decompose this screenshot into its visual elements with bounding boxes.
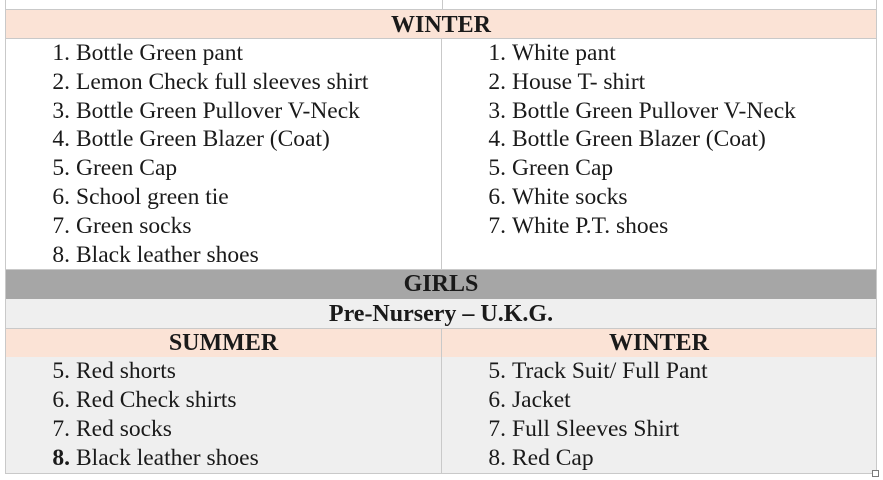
list-item (442, 357, 876, 386)
list-item (442, 212, 876, 241)
item-number: 6. (488, 387, 506, 414)
item-number: 4. (52, 126, 70, 153)
item-text: Lemon Check full sleeves shirt (76, 68, 369, 95)
item-text: Red socks (76, 415, 172, 442)
item-number: 7. (52, 212, 70, 239)
item-number: 4. (488, 126, 506, 153)
list-item (6, 241, 441, 270)
summer-heading: SUMMER (168, 330, 279, 357)
item-text: Bottle Green Pullover V-Neck (512, 97, 796, 124)
list-item (442, 39, 876, 68)
item-text: Red shorts (76, 358, 176, 385)
list-item (442, 183, 876, 212)
item-number: 3. (52, 97, 70, 124)
item-number: 2. (52, 68, 70, 95)
item-text: White P.T. shoes (512, 212, 669, 239)
item-number: 8. (52, 241, 70, 268)
list-item (6, 212, 441, 241)
list-item (6, 357, 441, 386)
item-number: 7. (52, 415, 70, 442)
list-item (6, 97, 441, 126)
item-number: 1. (488, 40, 506, 66)
list-item (442, 386, 876, 415)
item-text: Full Sleeves Shirt (512, 415, 680, 442)
item-text: Red Cap (512, 444, 594, 471)
season-headings (5, 329, 877, 357)
list-item (6, 183, 441, 212)
item-text: White socks (512, 183, 628, 210)
item-text: Bottle Green Blazer (Coat) (512, 126, 766, 153)
item-number: 8. (52, 444, 70, 471)
item-number: 6. (52, 387, 70, 414)
item-number: 5. (488, 155, 506, 182)
girls-lists (5, 357, 877, 473)
item-number: 7. (488, 415, 506, 442)
list-item (6, 386, 441, 415)
item-text: Green socks (76, 212, 192, 239)
list-item (442, 415, 876, 444)
item-number: 3. (488, 97, 506, 124)
item-text: Track Suit/ Full Pant (512, 358, 708, 385)
item-number: 8. (488, 444, 506, 471)
item-text: Green Cap (512, 155, 614, 182)
list-item (6, 125, 441, 154)
list-item (6, 68, 441, 97)
table-top-strip (5, 0, 877, 9)
list-item (6, 39, 441, 68)
winter-left-column (6, 39, 441, 269)
item-number: 6. (488, 183, 506, 210)
item-text: Jacket (512, 387, 571, 414)
item-number: 5. (52, 155, 70, 182)
list-item (442, 125, 876, 154)
item-text: Green Cap (76, 155, 178, 182)
item-text: House T- shirt (512, 68, 646, 95)
girls-heading: GIRLS (5, 270, 877, 299)
winter-heading: WINTER (5, 9, 877, 39)
list-item (6, 154, 441, 183)
item-text: Bottle Green pant (76, 40, 244, 66)
girls-winter-heading: WINTER (441, 329, 876, 357)
winter-lists (5, 39, 877, 270)
item-number: 5. (52, 358, 70, 385)
girls-summer-column (6, 357, 441, 472)
list-item (6, 415, 441, 444)
winter-right-column (441, 39, 876, 269)
item-number: 5. (488, 358, 506, 385)
item-number: 6. (52, 183, 70, 210)
item-text: Bottle Green Blazer (Coat) (76, 126, 330, 153)
list-item (442, 97, 876, 126)
item-number: 7. (488, 212, 506, 239)
uniform-table (5, 0, 877, 474)
item-text: Bottle Green Pullover V-Neck (76, 97, 360, 124)
item-number: 1. (52, 40, 70, 66)
list-item (6, 444, 441, 473)
table-resize-handle[interactable] (872, 470, 879, 477)
list-item (442, 68, 876, 97)
class-range-heading: Pre-Nursery – U.K.G. (5, 299, 877, 329)
list-item (442, 154, 876, 183)
item-text: Red Check shirts (76, 387, 237, 414)
item-text: White pant (512, 40, 616, 66)
item-text: School green tie (76, 183, 229, 210)
item-number: 2. (488, 68, 506, 95)
girls-winter-column (441, 357, 876, 472)
item-text: Black leather shoes (76, 241, 259, 268)
item-text: Black leather shoes (76, 444, 259, 471)
list-item (442, 444, 876, 473)
